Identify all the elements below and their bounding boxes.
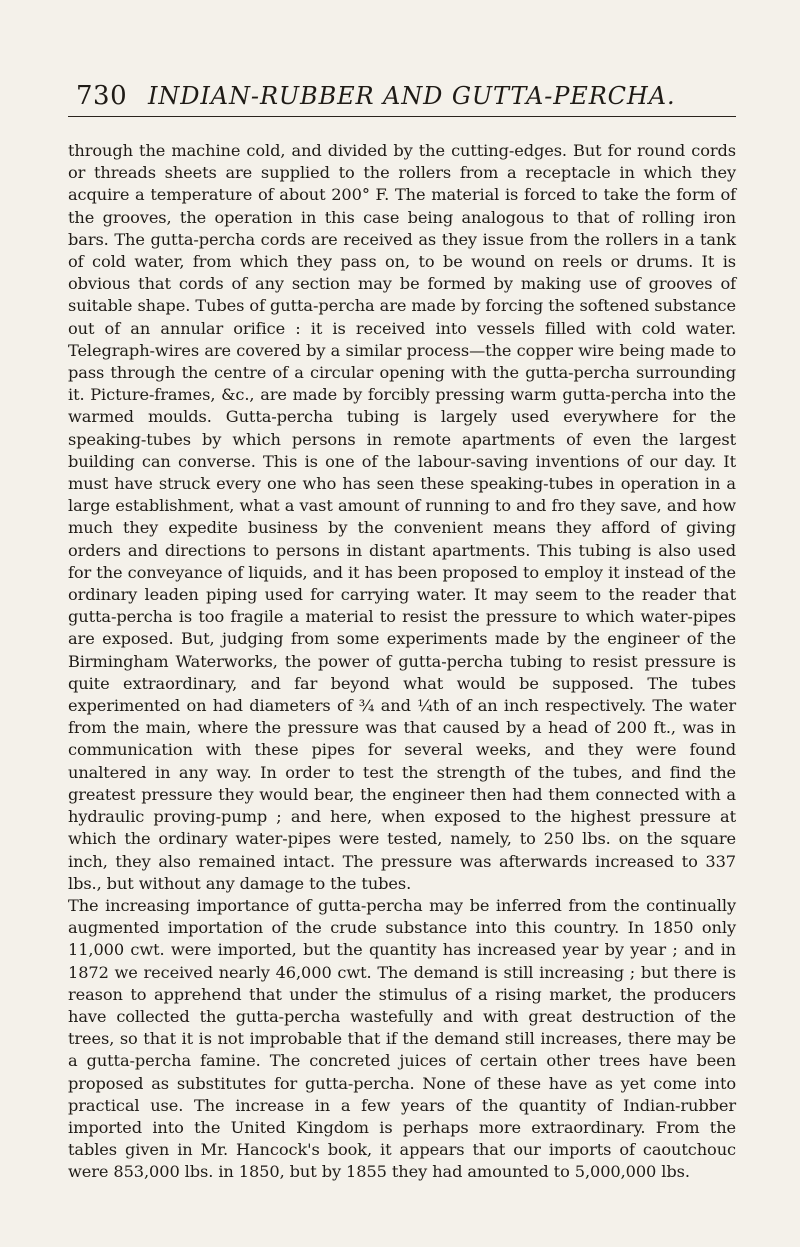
body-text [68,140,736,1184]
header-rule [68,116,736,117]
book-page [68,78,736,1182]
running-title: INDIAN-RUBBER AND GUTTA-PERCHA. [148,82,676,110]
page-number: 730 [76,81,128,111]
page-header [68,78,736,120]
paragraph-1: through the machine cold, and divided by the cutting-edges. But for round cords or threads sheets are supplied to the rollers from a receptacle in which they acquire a temperature of about 200° F. The material is forced to take the form of the grooves, the operation in this case being analogous to that of rolling iron bars. The gutta-percha cords are received as they issue from the rollers in a tank of cold water, from which they pass on, to be wound on reels or drums. It is obvious that cords of any section may be formed by making use of grooves of suitable shape. Tubes of gutta-percha are made by forcing the softened substance out of an annular orifice : it is received into vessels filled with cold water. Telegraph-wires are covered by a similar process—the copper wire being made to pass through the centre of a circular opening with the gutta-percha surrounding it. Picture-frames, &c., are made by forcibly pressing warm gutta-percha into the warmed moulds. Gutta-percha tubing is largely used everywhere for the speaking-tubes by which persons in remote apartments of even the largest building can converse. This is one of the labour-saving inventions of our day. It must have struck every one who has seen these speaking-tubes in operation in a large establishment, what a vast amount of running to and fro they save, and how much they expedite business by the convenient means they afford of giving orders and directions to persons in distant apartments. This tubing is also used for the conveyance of liquids, and it has been proposed to employ it instead of the ordinary leaden piping used for carrying water. It may seem to the reader that gutta-percha is too fragile a material to resist the pressure to which water-pipes are exposed. But, judging from some experiments made by the engineer of the Birmingham Waterworks, the power of gutta-percha tubing to resist pressure is quite extraordinary, and far beyond what would be supposed. The tubes experimented on had diameters of ¾ and ¼th of an inch respectively. The water from the main, where the pressure was that caused by a head of 200 ft., was in communication with these pipes for several weeks, and they were found unaltered in any way. In order to test the strength of the tubes, and find the greatest pressure they would bear, the engineer then had them connected with a hydraulic proving-pump ; and here, when exposed to the highest pressure at which the ordinary water-pipes were tested, namely, to 250 lbs. on the square inch, they also remained intact. The pressure was afterwards increased to 337 lbs., but without any damage to the tubes. [68,141,736,893]
paragraph-2: The increasing importance of gutta-percha may be inferred from the continually augmented importation of the crude substance into this country. In 1850 only 11,000 cwt. were imported, but the quantity has increased year by year ; and in 1872 we received nearly 46,000 cwt. The demand is still increasing ; but there is reason to apprehend that under the stimulus of a rising market, the producers have collected the gutta-percha wastefully and with great destruction of the trees, so that it is not improbable that if the demand still increases, there may be a gutta-percha famine. The concreted juices of certain other trees have been proposed as substitutes for gutta-percha. None of these have as yet come into practical use. The increase in a few years of the quantity of Indian-rubber imported into the United Kingdom is perhaps more extraordinary. From the tables given in Mr. Hancock's book, it appears that our imports of caoutchouc were 853,000 lbs. in 1850, but by 1855 they had amounted to 5,000,000 lbs. [68,895,736,1182]
